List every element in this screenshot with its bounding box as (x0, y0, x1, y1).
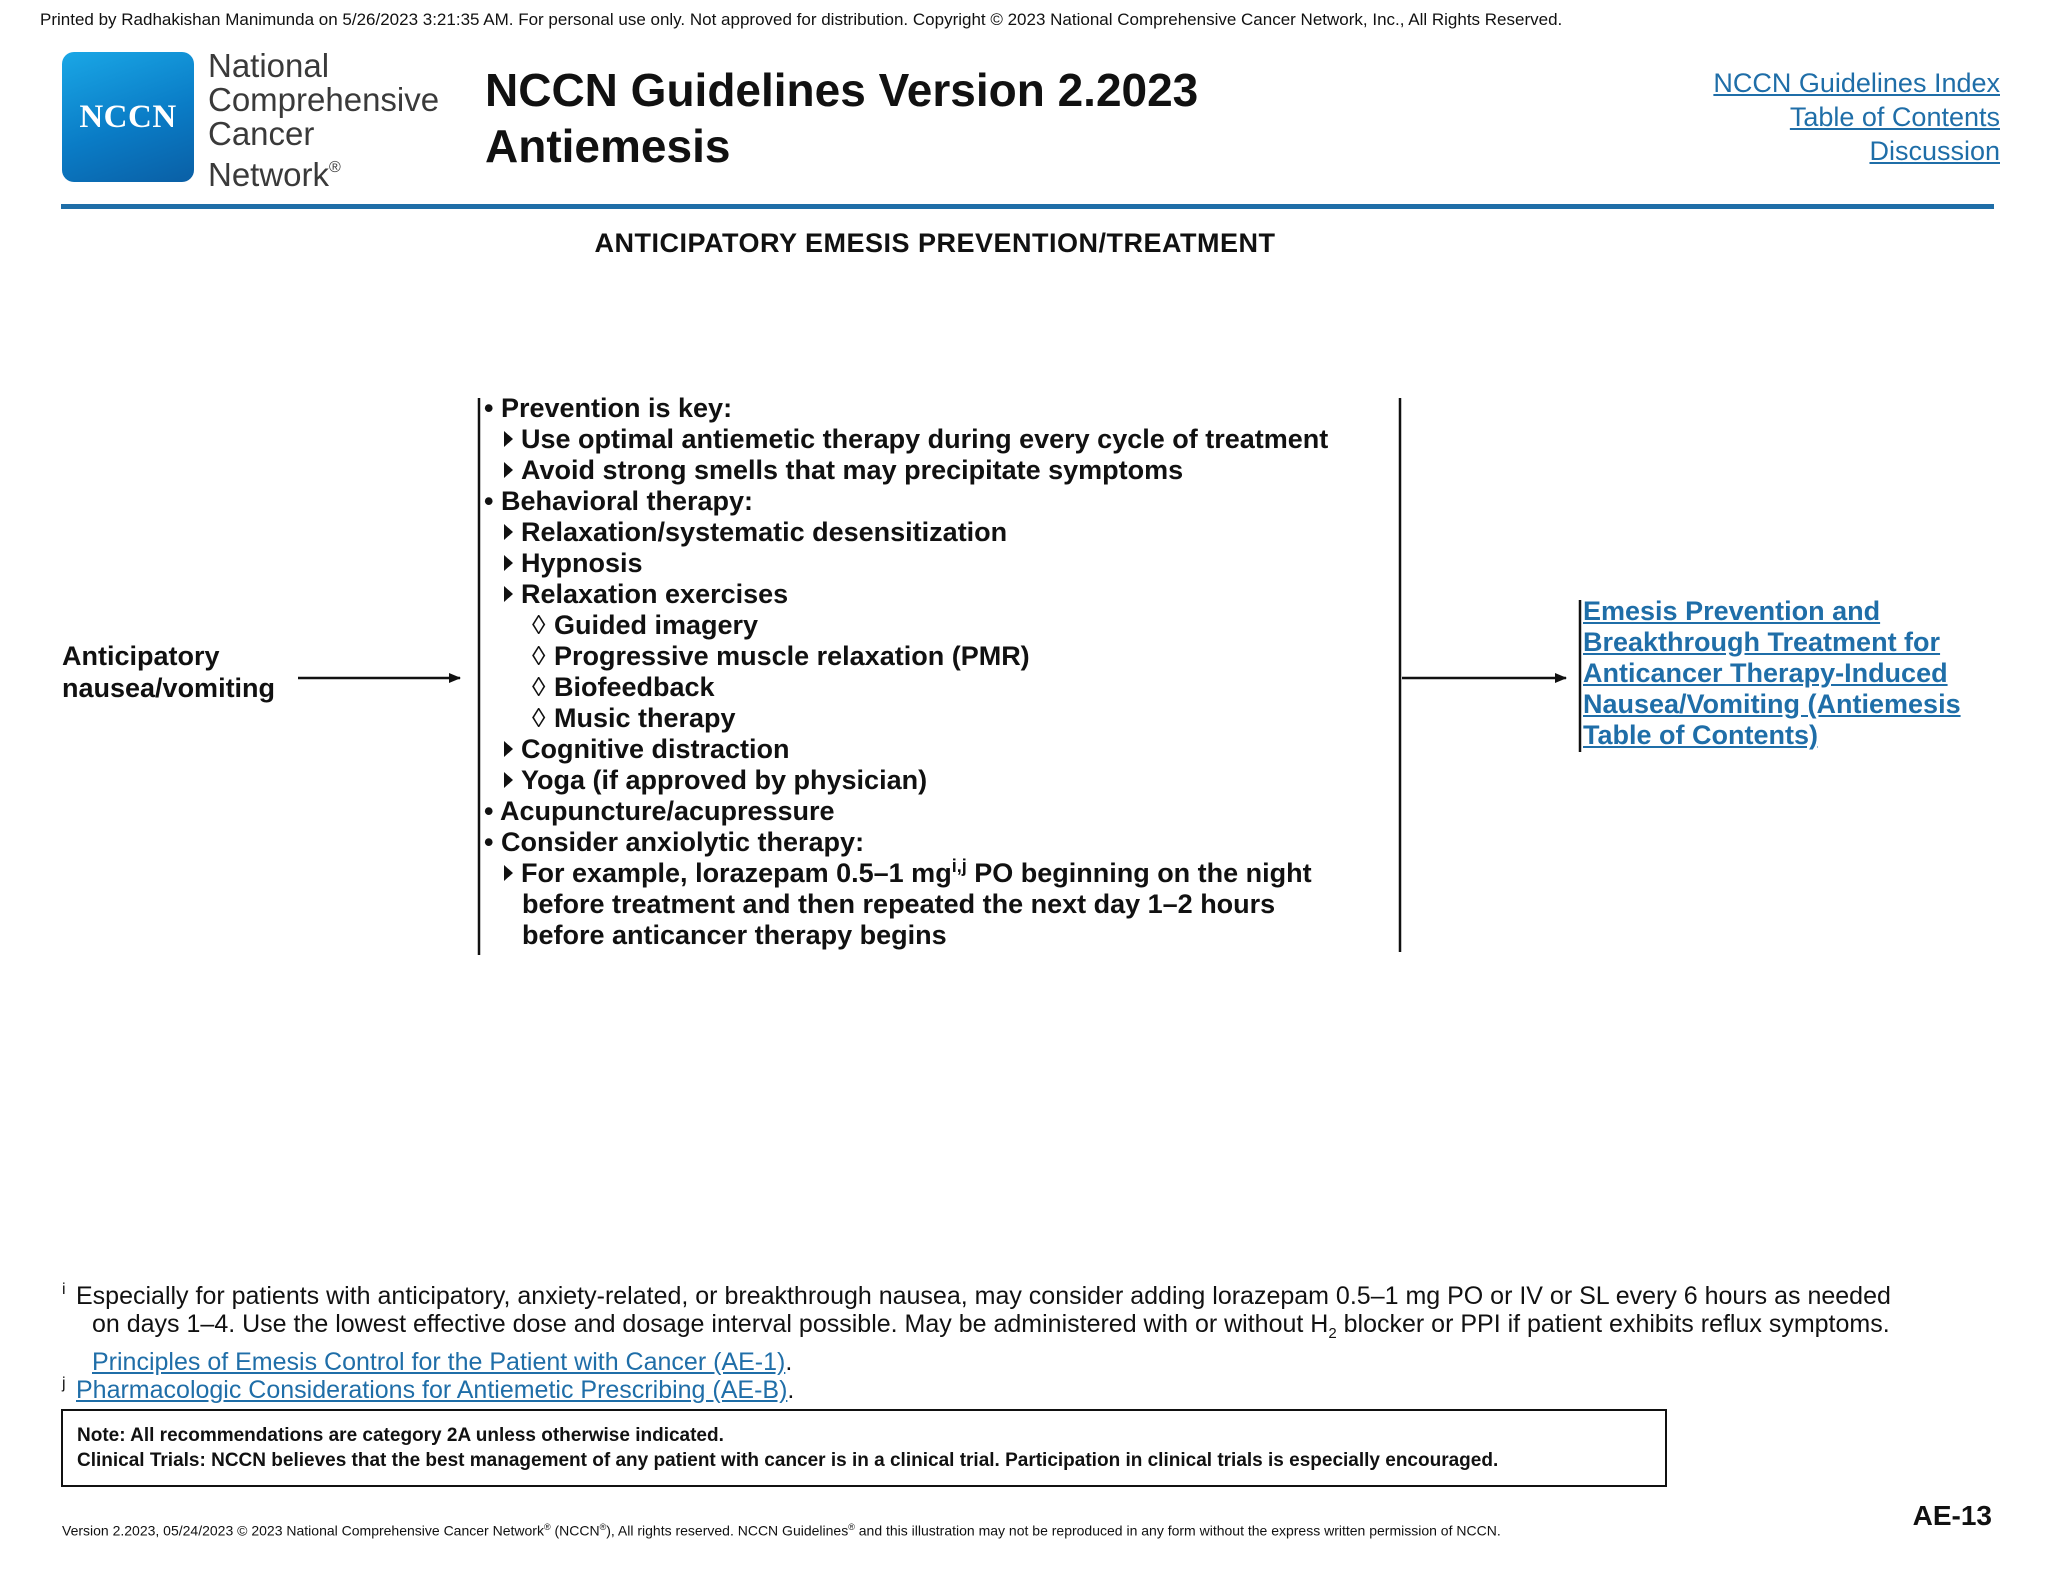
list-item: For example, lorazepam 0.5–1 mg$^{i,j}$ PO beginning on the night (484, 858, 1328, 889)
title-version: NCCN Guidelines Version 2.2023 (485, 64, 1199, 116)
triangle-bullet-icon (504, 772, 513, 788)
logo-word: National (208, 47, 330, 84)
triangle-bullet-icon (504, 524, 513, 540)
pharmacologic-considerations-link[interactable]: Pharmacologic Considerations for Antiemetic Prescribing (AE-B) (76, 1376, 788, 1404)
header-nav (1713, 66, 2000, 168)
discussion-link[interactable]: Discussion (1869, 136, 2000, 166)
footnote-i: i Especially for patients with anticipatory, anxiety-related, or breakthrough nausea, may consider adding lorazepam 0.5–1 mg PO or IV or SL every 6 hours as needed on days 1–4. Use the lowest effective dose and dosage interval possible. May be administered with or without $H_2$ blocker or PPI if patient exhibits reflux symptoms. Principles of Emesis Control for the Patient with Cancer (AE-1). (62, 1282, 1992, 1376)
diamond-bullet-icon: ◊ (532, 610, 546, 640)
interventions-list (484, 393, 1328, 951)
list-item: Avoid strong smells that may precipitate symptoms (484, 455, 1328, 486)
nccn-logo-wordmark (208, 49, 439, 192)
entry-line: Anticipatory (62, 641, 220, 671)
triangle-bullet-icon (504, 555, 513, 571)
note-box (61, 1409, 1667, 1487)
list-item: ◊ Music therapy (532, 703, 736, 733)
list-item: Yoga (if approved by physician) (484, 765, 1328, 796)
list-item: ◊ Biofeedback (532, 672, 715, 702)
list-item: • Consider anxiolytic therapy: (484, 827, 865, 857)
header-divider (61, 204, 1994, 209)
note-clinical-trials: Clinical Trials: NCCN believes that the best management of any patient with cancer is in a clinical trial. Participation in clinical trials is especially encouraged. (77, 1450, 1499, 1471)
footer-copyright: Version 2.2023, 05/24/2023 © 2023 National Comprehensive Cancer Network® (NCCN®), All rights reserved. NCCN Guidelines® and this illustration may not be reproduced in any form without the express written permission of NCCN. (62, 1522, 1501, 1539)
entry-line: nausea/vomiting (62, 673, 276, 703)
list-item: Use optimal antiemetic therapy during every cycle of treatment (484, 424, 1328, 455)
logo-word: Network (208, 156, 330, 193)
title-topic: Antiemesis (485, 120, 731, 172)
antiemesis-toc-link[interactable]: Emesis Prevention and (1583, 596, 1881, 626)
list-item-continuation: before anticancer therapy begins (522, 920, 947, 950)
list-item-continuation: before treatment and then repeated the next day 1–2 hours (522, 889, 1276, 919)
logo-word: Cancer (208, 115, 315, 152)
antiemesis-toc-link[interactable]: Nausea/Vomiting (Antiemesis (1583, 689, 1961, 719)
diamond-bullet-icon: ◊ (532, 672, 546, 702)
destination-link-block (1583, 596, 1961, 751)
emesis-control-principles-link[interactable]: Principles of Emesis Control for the Patient with Cancer (AE-1) (92, 1348, 786, 1376)
nccn-logo-mark (62, 52, 194, 182)
list-item: Relaxation/systematic desensitization (484, 517, 1328, 548)
list-item: ◊ Guided imagery (532, 610, 759, 640)
table-of-contents-link[interactable]: Table of Contents (1789, 102, 2000, 132)
guidelines-index-link[interactable]: NCCN Guidelines Index (1713, 68, 2000, 98)
antiemesis-toc-link[interactable]: Anticancer Therapy-Induced (1583, 658, 1948, 688)
registered-mark: ® (329, 159, 341, 176)
list-item: Cognitive distraction (484, 734, 1328, 765)
logo-mark-text: NCCN (79, 98, 177, 135)
page-number: AE-13 (1912, 1500, 1992, 1531)
antiemesis-toc-link[interactable]: Breakthrough Treatment for (1583, 627, 1941, 657)
logo-word: Comprehensive (208, 81, 440, 118)
diamond-bullet-icon: ◊ (532, 703, 546, 733)
footnotes (62, 1282, 1992, 1404)
print-notice: Printed by Radhakishan Manimunda on 5/26/2023 3:21:35 AM. For personal use only. Not approved for distribution. Copyright © 2023 National Comprehensive Cancer Network, Inc., All Rights Reserved. (40, 10, 1563, 29)
list-item: • Prevention is key: (484, 393, 733, 423)
note-category: Note: All recommendations are category 2A unless otherwise indicated. (77, 1425, 724, 1446)
antiemesis-toc-link[interactable]: Table of Contents) (1583, 720, 1818, 750)
triangle-bullet-icon (504, 865, 513, 881)
list-item: ◊ Progressive muscle relaxation (PMR) (532, 641, 1030, 671)
triangle-bullet-icon (504, 431, 513, 447)
footnote-j: j Pharmacologic Considerations for Antiemetic Prescribing (AE-B). (62, 1376, 1992, 1404)
triangle-bullet-icon (504, 586, 513, 602)
list-item: Relaxation exercises (484, 579, 1328, 610)
triangle-bullet-icon (504, 741, 513, 757)
list-item: • Acupuncture/acupressure (484, 796, 835, 826)
entry-condition (62, 640, 275, 704)
page-title (485, 62, 1198, 174)
section-heading: ANTICIPATORY EMESIS PREVENTION/TREATMENT (594, 228, 1276, 258)
footnote-marker: j (62, 1375, 66, 1392)
diamond-bullet-icon: ◊ (532, 641, 546, 671)
list-item: Hypnosis (484, 548, 1328, 579)
footnote-marker: i (62, 1281, 66, 1298)
list-item: • Behavioral therapy: (484, 486, 754, 516)
triangle-bullet-icon (504, 462, 513, 478)
footnote-ref: i,j (951, 856, 967, 876)
